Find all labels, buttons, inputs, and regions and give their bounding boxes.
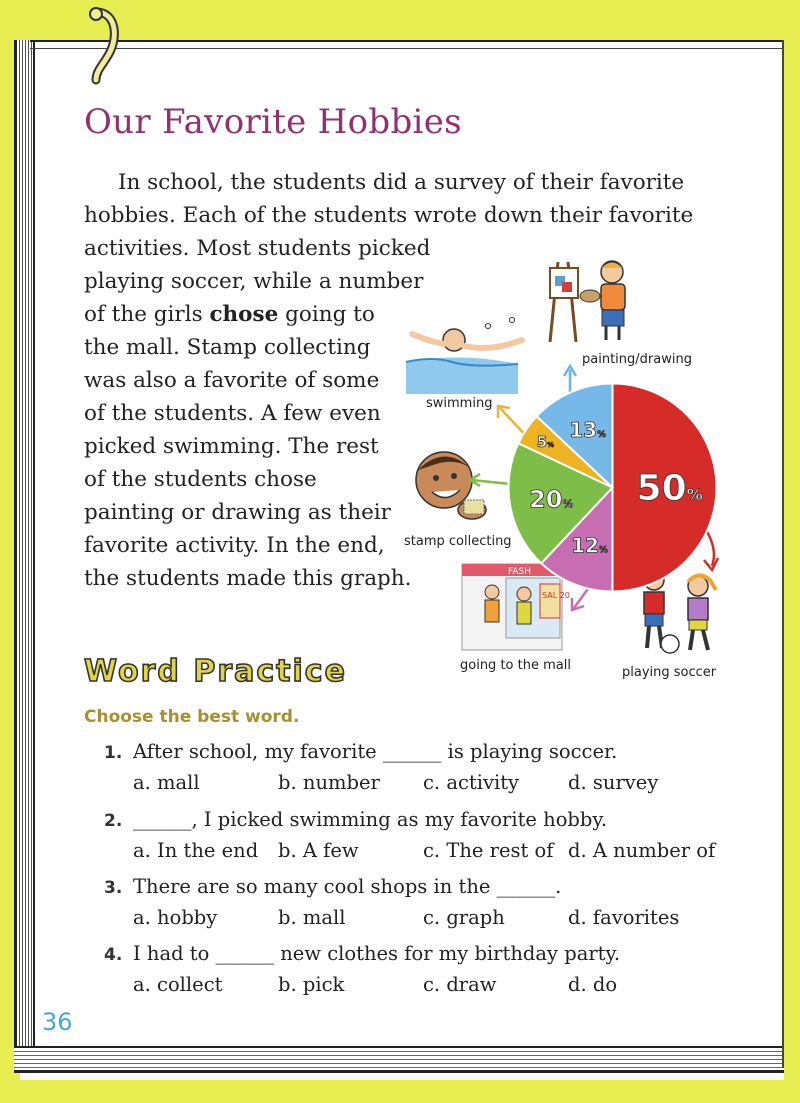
page-right-edge (782, 40, 784, 1068)
answer-option[interactable]: b. pick (278, 973, 345, 996)
question-number: 2. (104, 811, 123, 831)
caption-stamp-collecting: stamp collecting (404, 534, 512, 549)
question-number: 3. (104, 878, 123, 898)
story-line: favorite activity. In the end, (84, 533, 385, 558)
answer-option[interactable]: b. number (278, 771, 380, 794)
caption-painting-drawing: painting/drawing (582, 352, 692, 367)
caption-playing-soccer: playing soccer (622, 665, 717, 680)
answer-option[interactable]: a. collect (133, 973, 223, 996)
page-stack-bottom-edge (14, 1046, 784, 1073)
story-line: of the students. A few even (84, 401, 381, 426)
sale-sign-text: SAL 20 (542, 591, 570, 600)
story-line: picked swimming. The rest (84, 434, 379, 459)
page-title: Our Favorite Hobbies (84, 102, 462, 142)
answer-option[interactable]: d. survey (568, 771, 659, 794)
answer-option[interactable]: a. mall (133, 771, 200, 794)
story-line: of the girls chose going to (84, 302, 375, 327)
answer-option[interactable]: b. A few (278, 839, 359, 862)
answer-option[interactable]: b. mall (278, 906, 346, 929)
mall-sign-text: FASH (508, 567, 531, 577)
story-line: activities. Most students picked (84, 236, 431, 261)
story-line: the students made this graph. (84, 566, 412, 591)
question-text: There are so many cool shops in the ______. (133, 875, 562, 898)
story-line: playing soccer, while a number (84, 269, 424, 294)
answer-option[interactable]: d. favorites (568, 906, 680, 929)
pie-slice-label: 20% (529, 485, 574, 514)
answer-option[interactable]: d. do (568, 973, 618, 996)
page-stack-left-edge (14, 40, 35, 1070)
word-practice-instruction: Choose the best word. (84, 707, 300, 727)
story-line: of the students chose (84, 467, 317, 492)
question-text: ______, I picked swimming as my favorite hobby. (133, 808, 608, 831)
painter-illustration-icon (546, 252, 638, 346)
caption-going-to-the-mall: going to the mall (460, 658, 571, 673)
story-line: hobbies. Each of the students wrote down their favorite (84, 203, 694, 228)
question-text: I had to ______ new clothes for my birthday party. (133, 942, 621, 965)
pie-slice-label: 5% (536, 433, 555, 452)
question-number: 4. (104, 945, 123, 965)
caption-swimming: swimming (426, 396, 493, 411)
pie-slice-label: 13% (569, 418, 607, 443)
answer-option[interactable]: c. graph (423, 906, 505, 929)
story-line: In school, the students did a survey of their favorite (118, 170, 685, 195)
pie-slice-label: 12% (571, 533, 608, 558)
question-number: 1. (104, 743, 123, 763)
story-line: the mall. Stamp collecting (84, 335, 371, 360)
word-practice-heading: Word Practice (84, 654, 347, 689)
hobbies-pie-chart (505, 380, 720, 595)
binder-ring-icon (84, 6, 118, 86)
story-line: painting or drawing as their (84, 500, 391, 525)
page-top-rule (30, 40, 782, 49)
answer-option[interactable]: c. draw (423, 973, 497, 996)
answer-option[interactable]: c. activity (423, 771, 520, 794)
answer-option[interactable]: a. hobby (133, 906, 218, 929)
story-line: was also a favorite of some (84, 368, 380, 393)
answer-option[interactable]: a. In the end (133, 839, 259, 862)
answer-option[interactable]: d. A number of (568, 839, 716, 862)
question-text: After school, my favorite ______ is playing soccer. (133, 740, 618, 763)
pie-slice-label: 50% (636, 468, 703, 510)
page-number: 36 (42, 1008, 73, 1036)
answer-option[interactable]: c. The rest of (423, 839, 554, 862)
